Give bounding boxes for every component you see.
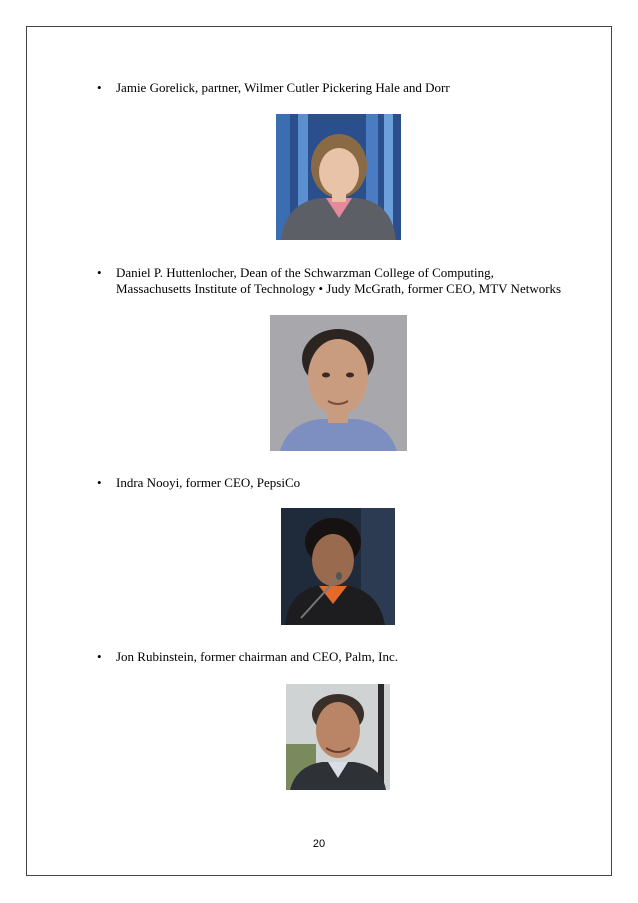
list-item-text-line-2: Massachusetts Institute of Technology • Judy McGrath, former CEO, MTV Networks — [116, 281, 562, 296]
bullet-glyph: • — [97, 265, 102, 280]
inline-bullet-glyph: • — [318, 281, 324, 296]
list-item-text: Jamie Gorelick, partner, Wilmer Cutler Pickering Hale and Dorr — [116, 80, 450, 95]
bullet-glyph: • — [97, 475, 102, 490]
page-number: 20 — [312, 838, 326, 850]
list-item-text-line-1: Daniel P. Huttenlocher, Dean of the Schwarzman College of Computing, — [116, 265, 494, 280]
bullet-glyph: • — [97, 649, 102, 664]
photo-daniel-huttenlocher — [270, 315, 407, 451]
list-item-text: Jon Rubinstein, former chairman and CEO, Palm, Inc. — [116, 649, 398, 664]
photo-indra-nooyi — [281, 508, 395, 625]
photo-jon-rubinstein — [286, 684, 390, 790]
photo-jamie-gorelick — [276, 114, 401, 240]
list-item-text: Indra Nooyi, former CEO, PepsiCo — [116, 475, 301, 490]
bullet-glyph: • — [97, 80, 102, 95]
